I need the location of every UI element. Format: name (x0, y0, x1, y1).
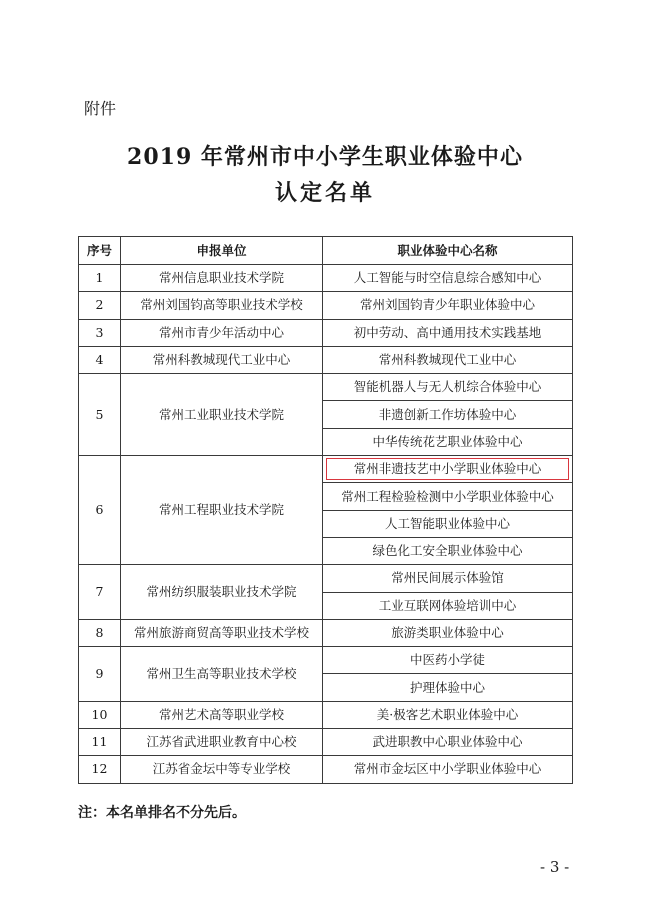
row-no: 2 (79, 292, 121, 319)
row-no: 4 (79, 346, 121, 373)
row-center: 绿色化工安全职业体验中心 (323, 537, 573, 564)
table-row (79, 565, 573, 592)
row-center: 旅游类职业体验中心 (323, 619, 573, 646)
row-unit: 常州卫生高等职业技术学校 (121, 647, 323, 702)
row-no: 6 (79, 456, 121, 565)
document-subtitle: 认定名单 (274, 180, 375, 206)
row-center: 常州民间展示体验馆 (323, 565, 573, 592)
row-no: 10 (79, 701, 121, 728)
row-unit: 常州工程职业技术学院 (121, 456, 323, 565)
table-row (79, 647, 573, 674)
row-unit: 常州工业职业技术学院 (121, 374, 323, 456)
table-row (79, 374, 573, 401)
row-center: 常州市金坛区中小学职业体验中心 (323, 756, 573, 783)
row-unit: 江苏省武进职业教育中心校 (121, 729, 323, 756)
row-no: 7 (79, 565, 121, 620)
row-unit: 常州科教城现代工业中心 (121, 346, 323, 373)
row-unit: 常州旅游商贸高等职业技术学校 (121, 619, 323, 646)
row-unit: 江苏省金坛中等专业学校 (121, 756, 323, 783)
table-header-row (79, 237, 573, 265)
table-row (79, 756, 573, 783)
row-center: 非遗创新工作坊体验中心 (323, 401, 573, 428)
header-unit: 申报单位 (121, 237, 323, 265)
table-row (79, 456, 573, 483)
row-no: 12 (79, 756, 121, 783)
row-unit: 常州市青少年活动中心 (121, 319, 323, 346)
row-no: 1 (79, 265, 121, 292)
row-no: 5 (79, 374, 121, 456)
row-center: 常州工程检验检测中小学职业体验中心 (323, 483, 573, 510)
page-number: - 3 - (540, 858, 570, 876)
row-no: 8 (79, 619, 121, 646)
attachment-label: 附件 (84, 99, 117, 118)
row-center: 智能机器人与无人机综合体验中心 (323, 374, 573, 401)
table-row (79, 292, 573, 319)
row-center: 武进职教中心职业体验中心 (323, 729, 573, 756)
table-row (79, 265, 573, 292)
document-title: 2019 年常州市中小学生职业体验中心 (127, 144, 523, 170)
table-row (79, 701, 573, 728)
table-row (79, 319, 573, 346)
row-center: 初中劳动、高中通用技术实践基地 (323, 319, 573, 346)
row-center: 工业互联网体验培训中心 (323, 592, 573, 619)
footnote: 注：本名单排名不分先后。 (78, 805, 246, 821)
highlighted-center-name: 常州非遗技艺中小学职业体验中心 (353, 461, 542, 477)
row-unit: 常州刘国钧高等职业技术学校 (121, 292, 323, 319)
table-row (79, 619, 573, 646)
row-center: 人工智能与时空信息综合感知中心 (323, 265, 573, 292)
row-no: 11 (79, 729, 121, 756)
header-center: 职业体验中心名称 (323, 237, 573, 265)
row-center: 常州刘国钧青少年职业体验中心 (323, 292, 573, 319)
row-center: 护理体验中心 (323, 674, 573, 701)
row-unit: 常州艺术高等职业学校 (121, 701, 323, 728)
row-center: 中医药小学徒 (323, 647, 573, 674)
row-center-highlighted (323, 456, 573, 483)
row-center: 人工智能职业体验中心 (323, 510, 573, 537)
row-no: 3 (79, 319, 121, 346)
header-no: 序号 (79, 237, 121, 265)
table-row (79, 729, 573, 756)
row-center: 常州科教城现代工业中心 (323, 346, 573, 373)
certified-list-table (78, 236, 573, 784)
table-row (79, 346, 573, 373)
row-unit: 常州纺织服装职业技术学院 (121, 565, 323, 620)
row-no: 9 (79, 647, 121, 702)
row-unit: 常州信息职业技术学院 (121, 265, 323, 292)
row-center: 中华传统花艺职业体验中心 (323, 428, 573, 455)
row-center: 美·极客艺术职业体验中心 (323, 701, 573, 728)
